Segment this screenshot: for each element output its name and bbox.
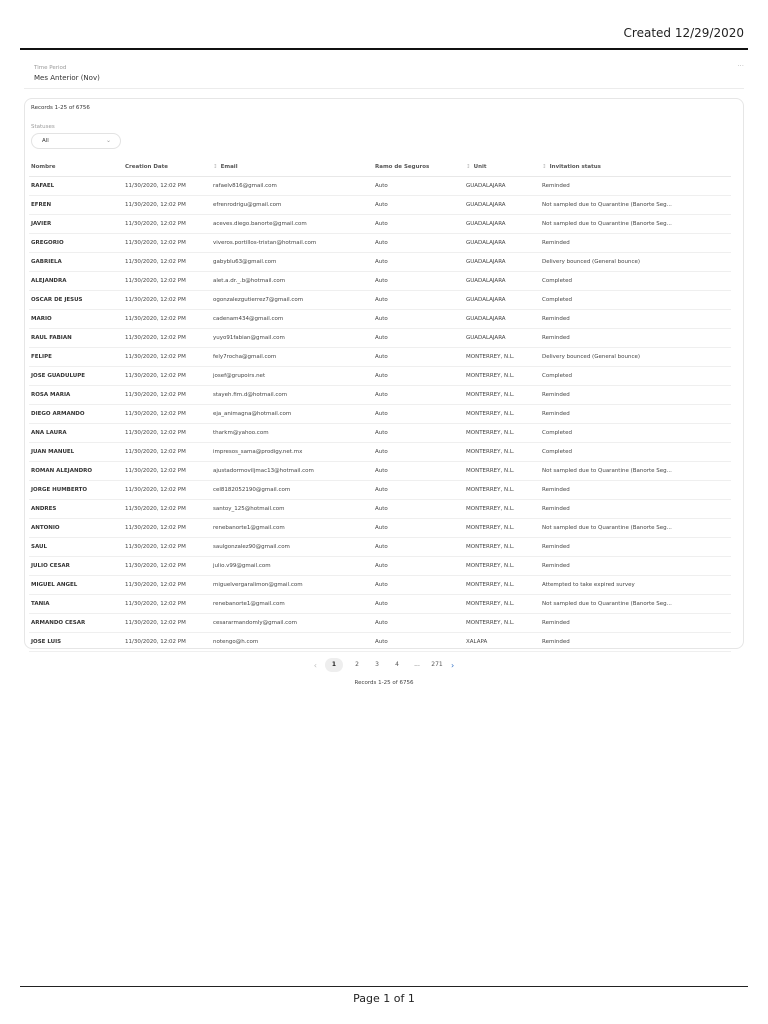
cell-nombre: MARIO — [29, 310, 123, 329]
cell-invitation-status: Reminded — [540, 633, 731, 652]
table-row[interactable] — [29, 196, 731, 215]
cell-unit: MONTERREY, N.L. — [464, 462, 540, 481]
cell-nombre: ROSA MARIA — [29, 386, 123, 405]
page-button-3[interactable]: 3 — [375, 661, 379, 668]
cell-creation-date: 11/30/2020, 12:02 PM — [123, 481, 211, 500]
table-row[interactable] — [29, 614, 731, 633]
records-count-bottom: Records 1-25 of 6756 — [354, 680, 414, 686]
cell-email: rafaelv816@gmail.com — [211, 177, 373, 196]
cell-nombre: JAVIER — [29, 215, 123, 234]
cell-invitation-status: Reminded — [540, 500, 731, 519]
table-row[interactable] — [29, 177, 731, 196]
cell-creation-date: 11/30/2020, 12:02 PM — [123, 177, 211, 196]
responses-table-card — [24, 98, 744, 649]
cell-invitation-status: Not sampled due to Quarantine (Banorte Seg... — [540, 215, 731, 234]
cell-creation-date: 11/30/2020, 12:02 PM — [123, 386, 211, 405]
cell-unit: MONTERREY, N.L. — [464, 443, 540, 462]
previous-page-icon[interactable]: ‹ — [313, 660, 317, 670]
cell-nombre: ALEJANDRA — [29, 272, 123, 291]
cell-nombre: RAFAEL — [29, 177, 123, 196]
cell-creation-date: 11/30/2020, 12:02 PM — [123, 253, 211, 272]
time-period-label: Time Period — [34, 65, 67, 71]
footer-divider — [20, 986, 748, 987]
table-row[interactable] — [29, 405, 731, 424]
table-row[interactable] — [29, 481, 731, 500]
cell-creation-date: 11/30/2020, 12:02 PM — [123, 272, 211, 291]
cell-email: julio.v99@gmail.com — [211, 557, 373, 576]
cell-ramo: Auto — [373, 557, 464, 576]
cell-invitation-status: Reminded — [540, 481, 731, 500]
cell-creation-date: 11/30/2020, 12:02 PM — [123, 538, 211, 557]
cell-email: impresos_sama@prodigy.net.mx — [211, 443, 373, 462]
cell-creation-date: 11/30/2020, 12:02 PM — [123, 614, 211, 633]
cell-ramo: Auto — [373, 519, 464, 538]
created-date: Created 12/29/2020 — [623, 26, 744, 40]
cell-creation-date: 11/30/2020, 12:02 PM — [123, 424, 211, 443]
cell-email: cel8182052190@gmail.com — [211, 481, 373, 500]
cell-ramo: Auto — [373, 443, 464, 462]
cell-ramo: Auto — [373, 196, 464, 215]
page-button-2[interactable]: 2 — [355, 661, 359, 668]
statuses-selected-value: All — [42, 138, 49, 144]
cell-nombre: EFREN — [29, 196, 123, 215]
cell-email: ajustadormoviljmac13@hotmail.com — [211, 462, 373, 481]
cell-unit: GUADALAJARA — [464, 234, 540, 253]
cell-unit: GUADALAJARA — [464, 253, 540, 272]
sort-icon: ↕ — [213, 164, 218, 170]
cell-nombre: RAUL FABIAN — [29, 329, 123, 348]
cell-nombre: JOSE GUADULUPE — [29, 367, 123, 386]
cell-invitation-status: Reminded — [540, 614, 731, 633]
cell-ramo: Auto — [373, 291, 464, 310]
table-row[interactable] — [29, 519, 731, 538]
cell-creation-date: 11/30/2020, 12:02 PM — [123, 348, 211, 367]
cell-unit: MONTERREY, N.L. — [464, 348, 540, 367]
table-row[interactable] — [29, 291, 731, 310]
cell-nombre: ANDRES — [29, 500, 123, 519]
next-page-icon[interactable]: › — [451, 660, 455, 670]
cell-unit: MONTERREY, N.L. — [464, 500, 540, 519]
table-row[interactable] — [29, 234, 731, 253]
table-row[interactable] — [29, 272, 731, 291]
cell-creation-date: 11/30/2020, 12:02 PM — [123, 329, 211, 348]
cell-ramo: Auto — [373, 614, 464, 633]
cell-creation-date: 11/30/2020, 12:02 PM — [123, 519, 211, 538]
table-row[interactable] — [29, 329, 731, 348]
cell-ramo: Auto — [373, 329, 464, 348]
cell-nombre: OSCAR DE JESUS — [29, 291, 123, 310]
table-row[interactable] — [29, 633, 731, 652]
cell-nombre: ROMAN ALEJANDRO — [29, 462, 123, 481]
cell-nombre: DIEGO ARMANDO — [29, 405, 123, 424]
sort-icon: ↕ — [466, 164, 471, 170]
column-header-invitation-status[interactable]: ↕ Invitation status — [540, 158, 731, 177]
cell-nombre: ANTONIO — [29, 519, 123, 538]
cell-email: renebanorte1@gmail.com — [211, 595, 373, 614]
cell-creation-date: 11/30/2020, 12:02 PM — [123, 196, 211, 215]
column-header-creation-date[interactable]: Creation Date — [123, 158, 211, 177]
cell-email: renebanorte1@gmail.com — [211, 519, 373, 538]
cell-unit: MONTERREY, N.L. — [464, 481, 540, 500]
cell-nombre: JUAN MANUEL — [29, 443, 123, 462]
cell-email: cadenam434@gmail.com — [211, 310, 373, 329]
cell-ramo: Auto — [373, 576, 464, 595]
cell-ramo: Auto — [373, 386, 464, 405]
cell-nombre: JULIO CESAR — [29, 557, 123, 576]
table-row[interactable] — [29, 253, 731, 272]
cell-nombre: ANA LAURA — [29, 424, 123, 443]
cell-email: aceves.diego.banorte@gmail.com — [211, 215, 373, 234]
table-row[interactable] — [29, 538, 731, 557]
cell-unit: XALAPA — [464, 633, 540, 652]
page-button-4[interactable]: 4 — [395, 661, 399, 668]
cell-email: efrenrodrigu@gmail.com — [211, 196, 373, 215]
cell-creation-date: 11/30/2020, 12:02 PM — [123, 576, 211, 595]
cell-email: yuyo91fabian@gmail.com — [211, 329, 373, 348]
cell-creation-date: 11/30/2020, 12:02 PM — [123, 215, 211, 234]
cell-unit: GUADALAJARA — [464, 177, 540, 196]
table-row[interactable] — [29, 348, 731, 367]
cell-email: gabyblu63@gmail.com — [211, 253, 373, 272]
cell-email: alet.a.dr._.b@hotmail.com — [211, 272, 373, 291]
cell-ramo: Auto — [373, 215, 464, 234]
page-ellipsis: ... — [414, 661, 420, 668]
cell-creation-date: 11/30/2020, 12:02 PM — [123, 443, 211, 462]
cell-unit: GUADALAJARA — [464, 215, 540, 234]
page-button-1[interactable]: 1 — [325, 658, 343, 672]
cell-invitation-status: Not sampled due to Quarantine (Banorte Seg... — [540, 595, 731, 614]
cell-invitation-status: Reminded — [540, 329, 731, 348]
time-period-value: Mes Anterior (Nov) — [34, 74, 100, 82]
cell-nombre: FELIPE — [29, 348, 123, 367]
column-header-email[interactable]: ↕ Email — [211, 158, 373, 177]
table-row[interactable] — [29, 215, 731, 234]
cell-unit: MONTERREY, N.L. — [464, 367, 540, 386]
cell-invitation-status: Reminded — [540, 234, 731, 253]
cell-unit: MONTERREY, N.L. — [464, 519, 540, 538]
cell-unit: GUADALAJARA — [464, 329, 540, 348]
cell-invitation-status: Not sampled due to Quarantine (Banorte Seg... — [540, 462, 731, 481]
cell-invitation-status: Not sampled due to Quarantine (Banorte Seg... — [540, 196, 731, 215]
table-row[interactable] — [29, 424, 731, 443]
cell-ramo: Auto — [373, 367, 464, 386]
cell-email: stayeh.fim.d@hotmail.com — [211, 386, 373, 405]
cell-nombre: ARMANDO CESAR — [29, 614, 123, 633]
page-number: Page 1 of 1 — [353, 992, 415, 1005]
cell-creation-date: 11/30/2020, 12:02 PM — [123, 310, 211, 329]
cell-unit: MONTERREY, N.L. — [464, 595, 540, 614]
cell-email: miguelvergaralimon@gmail.com — [211, 576, 373, 595]
cell-ramo: Auto — [373, 462, 464, 481]
cell-ramo: Auto — [373, 500, 464, 519]
cell-unit: MONTERREY, N.L. — [464, 614, 540, 633]
cell-invitation-status: Completed — [540, 272, 731, 291]
cell-nombre: MIGUEL ANGEL — [29, 576, 123, 595]
cell-invitation-status: Reminded — [540, 405, 731, 424]
cell-ramo: Auto — [373, 424, 464, 443]
cell-email: viveros.portillos-tristan@hotmail.com — [211, 234, 373, 253]
cell-creation-date: 11/30/2020, 12:02 PM — [123, 405, 211, 424]
cell-creation-date: 11/30/2020, 12:02 PM — [123, 291, 211, 310]
cell-email: fely7rocha@gmail.com — [211, 348, 373, 367]
cell-invitation-status: Reminded — [540, 177, 731, 196]
cell-email: notengo@h.com — [211, 633, 373, 652]
cell-invitation-status: Completed — [540, 424, 731, 443]
cell-invitation-status: Reminded — [540, 386, 731, 405]
table-row[interactable] — [29, 576, 731, 595]
cell-invitation-status: Not sampled due to Quarantine (Banorte Seg... — [540, 519, 731, 538]
statuses-dropdown[interactable] — [31, 133, 121, 149]
cell-ramo: Auto — [373, 633, 464, 652]
cell-email: tharkm@yahoo.com — [211, 424, 373, 443]
cell-invitation-status: Reminded — [540, 538, 731, 557]
cell-creation-date: 11/30/2020, 12:02 PM — [123, 367, 211, 386]
cell-invitation-status: Reminded — [540, 310, 731, 329]
cell-nombre: JOSE LUIS — [29, 633, 123, 652]
responses-table — [29, 158, 731, 652]
cell-unit: MONTERREY, N.L. — [464, 424, 540, 443]
cell-invitation-status: Completed — [540, 443, 731, 462]
cell-unit: MONTERREY, N.L. — [464, 386, 540, 405]
cell-email: santoy_125@hotmail.com — [211, 500, 373, 519]
column-header-ramo-de-seguros[interactable]: Ramo de Seguros — [373, 158, 464, 177]
column-header-nombre[interactable]: Nombre — [29, 158, 123, 177]
cell-unit: GUADALAJARA — [464, 196, 540, 215]
cell-nombre: GABRIELA — [29, 253, 123, 272]
cell-email: ogonzalezgutierrez7@gmail.com — [211, 291, 373, 310]
cell-creation-date: 11/30/2020, 12:02 PM — [123, 462, 211, 481]
cell-ramo: Auto — [373, 481, 464, 500]
cell-ramo: Auto — [373, 310, 464, 329]
cell-ramo: Auto — [373, 538, 464, 557]
cell-ramo: Auto — [373, 595, 464, 614]
more-options-icon[interactable]: ... — [737, 60, 744, 68]
statuses-label: Statuses — [31, 124, 55, 130]
cell-invitation-status: Completed — [540, 291, 731, 310]
sort-icon: ↕ — [542, 164, 547, 170]
cell-unit: MONTERREY, N.L. — [464, 405, 540, 424]
cell-ramo: Auto — [373, 177, 464, 196]
table-row[interactable] — [29, 367, 731, 386]
cell-invitation-status: Delivery bounced (General bounce) — [540, 253, 731, 272]
cell-nombre: TANIA — [29, 595, 123, 614]
cell-unit: GUADALAJARA — [464, 272, 540, 291]
table-row[interactable] — [29, 462, 731, 481]
cell-ramo: Auto — [373, 253, 464, 272]
page-button-271[interactable]: 271 — [431, 661, 443, 668]
cell-invitation-status: Completed — [540, 367, 731, 386]
cell-email: josef@grupoirs.net — [211, 367, 373, 386]
header-divider — [20, 48, 748, 50]
cell-ramo: Auto — [373, 272, 464, 291]
cell-unit: GUADALAJARA — [464, 310, 540, 329]
cell-invitation-status: Reminded — [540, 557, 731, 576]
cell-nombre: JORGE HUMBERTO — [29, 481, 123, 500]
cell-ramo: Auto — [373, 234, 464, 253]
cell-unit: MONTERREY, N.L. — [464, 538, 540, 557]
chevron-down-icon: ⌄ — [105, 137, 111, 144]
column-header-unit[interactable]: ↕ Unit — [464, 158, 540, 177]
records-count: Records 1-25 of 6756 — [31, 105, 90, 111]
cell-email: eja_animagna@hotmail.com — [211, 405, 373, 424]
cell-creation-date: 11/30/2020, 12:02 PM — [123, 557, 211, 576]
table-row[interactable] — [29, 595, 731, 614]
cell-email: cesararmandomly@gmail.com — [211, 614, 373, 633]
cell-email: saulgonzalez90@gmail.com — [211, 538, 373, 557]
table-row[interactable] — [29, 310, 731, 329]
cell-ramo: Auto — [373, 405, 464, 424]
cell-ramo: Auto — [373, 348, 464, 367]
cell-creation-date: 11/30/2020, 12:02 PM — [123, 595, 211, 614]
cell-nombre: SAUL — [29, 538, 123, 557]
cell-creation-date: 11/30/2020, 12:02 PM — [123, 633, 211, 652]
table-header-row — [29, 158, 731, 177]
cell-creation-date: 11/30/2020, 12:02 PM — [123, 234, 211, 253]
cell-invitation-status: Delivery bounced (General bounce) — [540, 348, 731, 367]
table-row[interactable] — [29, 557, 731, 576]
cell-creation-date: 11/30/2020, 12:02 PM — [123, 500, 211, 519]
cell-nombre: GREGORIO — [29, 234, 123, 253]
cell-unit: GUADALAJARA — [464, 291, 540, 310]
table-row[interactable] — [29, 443, 731, 462]
time-period-filter[interactable] — [24, 60, 744, 89]
cell-unit: MONTERREY, N.L. — [464, 557, 540, 576]
cell-invitation-status: Attempted to take expired survey — [540, 576, 731, 595]
table-row[interactable] — [29, 386, 731, 405]
pagination — [0, 656, 768, 674]
table-row[interactable] — [29, 500, 731, 519]
cell-unit: MONTERREY, N.L. — [464, 576, 540, 595]
